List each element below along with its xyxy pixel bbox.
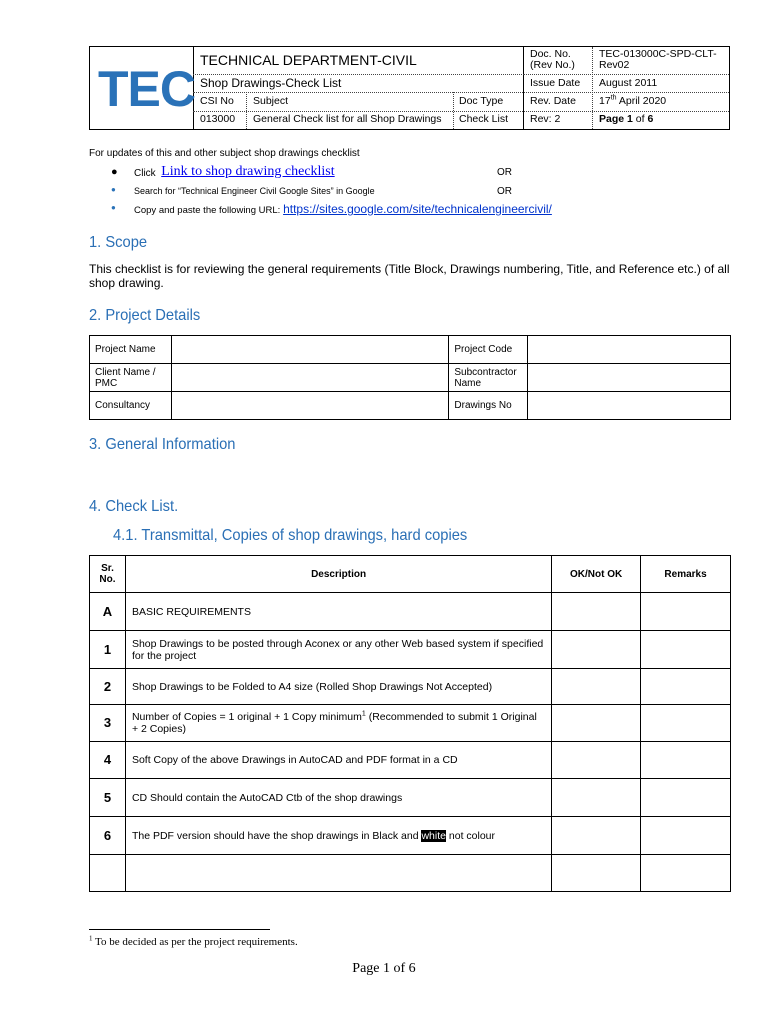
section-transmittal-heading: 4.1. Transmittal, Copies of shop drawings, hard copies bbox=[113, 527, 468, 544]
page-indicator: Page 1 of 6 bbox=[599, 113, 654, 125]
ok-cell[interactable] bbox=[552, 817, 641, 855]
bullet-url: Copy and paste the following URL: https://sites.google.com/site/technicalengineercivil/ bbox=[134, 202, 552, 216]
bullet-click: Click Link to shop drawing checklist bbox=[134, 164, 335, 179]
ok-cell[interactable] bbox=[552, 669, 641, 705]
issue-date-value: August 2011 bbox=[599, 77, 658, 89]
project-code-label: Project Code bbox=[449, 336, 528, 364]
csi-no-value: 013000 bbox=[200, 113, 236, 125]
ok-cell[interactable] bbox=[552, 742, 641, 779]
client-name-field[interactable] bbox=[171, 364, 448, 392]
ok-cell[interactable] bbox=[552, 631, 641, 669]
consultancy-label: Consultancy bbox=[90, 392, 172, 420]
checklist-link[interactable]: Link to shop drawing checklist bbox=[161, 164, 335, 179]
table-row: 6 The PDF version should have the shop drawings in Black and white not colour bbox=[90, 817, 731, 855]
remarks-cell[interactable] bbox=[641, 669, 731, 705]
remarks-cell[interactable] bbox=[641, 742, 731, 779]
col-ok-not-ok: OK/Not OK bbox=[552, 556, 641, 593]
bullet-dot: ● bbox=[111, 203, 116, 212]
col-description: Description bbox=[125, 556, 551, 593]
rev-label: Rev: 2 bbox=[530, 113, 561, 125]
section-project-details-heading: 2. Project Details bbox=[89, 307, 201, 324]
scope-text: This checklist is for reviewing the general requirements (Title Block, Drawings numbering, Title, and Reference etc.) of all shop drawing. bbox=[89, 262, 730, 290]
ok-cell[interactable] bbox=[552, 705, 641, 742]
project-details-table bbox=[89, 335, 731, 420]
doc-type-value: Check List bbox=[459, 113, 509, 125]
doc-no-value: TEC-013000C-SPD-CLT- Rev02 bbox=[599, 48, 717, 71]
project-name-field[interactable] bbox=[171, 336, 448, 364]
ok-cell[interactable] bbox=[552, 593, 641, 631]
doc-title: Shop Drawings-Check List bbox=[200, 76, 342, 90]
remarks-cell[interactable] bbox=[641, 593, 731, 631]
consultancy-field[interactable] bbox=[171, 392, 448, 420]
client-name-label: Client Name / PMC bbox=[90, 364, 172, 392]
remarks-cell[interactable] bbox=[641, 705, 731, 742]
highlighted-word: white bbox=[421, 829, 446, 842]
table-row: 1 Shop Drawings to be posted through Aconex or any other Web based system if specified for the project bbox=[90, 631, 731, 669]
doc-no-label: Doc. No. (Rev No.) bbox=[530, 48, 575, 71]
doc-type-label: Doc Type bbox=[459, 95, 504, 107]
bullet-dot: ● bbox=[111, 166, 118, 178]
table-row: 4 Soft Copy of the above Drawings in AutoCAD and PDF format in a CD bbox=[90, 742, 731, 779]
table-row-empty bbox=[90, 855, 731, 892]
table-row: 3 Number of Copies = 1 original + 1 Copy minimum$^1$ (Recommended to submit 1 Original + 2 Copies) bbox=[90, 705, 731, 742]
bullet-dot: ● bbox=[111, 185, 116, 194]
ok-cell[interactable] bbox=[552, 779, 641, 817]
sites-url-link[interactable]: https://sites.google.com/site/technicalengineercivil/ bbox=[283, 202, 552, 216]
tec-logo: TEC bbox=[90, 47, 194, 129]
project-name-label: Project Name bbox=[90, 336, 172, 364]
subcontractor-field[interactable] bbox=[528, 364, 731, 392]
drawings-no-label: Drawings No bbox=[449, 392, 528, 420]
subject-label: Subject bbox=[253, 95, 289, 107]
bullet-or-1: OR bbox=[497, 167, 512, 178]
intro-text: For updates of this and other subject shop drawings checklist bbox=[89, 148, 360, 159]
footnote: $^1$ To be decided as per the project requirements. bbox=[89, 934, 298, 948]
checklist-table bbox=[89, 555, 731, 892]
section-general-info-heading: 3. General Information bbox=[89, 436, 236, 453]
rev-date-label: Rev. Date bbox=[530, 95, 576, 107]
csi-no-label: CSI No bbox=[200, 95, 234, 107]
col-remarks: Remarks bbox=[641, 556, 731, 593]
table-row: 2 Shop Drawings to be Folded to A4 size (Rolled Shop Drawings Not Accepted) bbox=[90, 669, 731, 705]
section-checklist-heading: 4. Check List. bbox=[89, 498, 179, 515]
col-sr-no: Sr. No. bbox=[90, 556, 126, 593]
remarks-cell[interactable] bbox=[641, 631, 731, 669]
footnote-divider bbox=[89, 929, 270, 930]
table-row: A BASIC REQUIREMENTS bbox=[90, 593, 731, 631]
subcontractor-label: Subcontractor Name bbox=[449, 364, 528, 392]
remarks-cell[interactable] bbox=[641, 817, 731, 855]
bullet-search: Search for “Technical Engineer Civil Google Sites” in Google bbox=[134, 186, 375, 196]
issue-date-label: Issue Date bbox=[530, 77, 581, 89]
document-header bbox=[89, 46, 730, 130]
section-scope-heading: 1. Scope bbox=[89, 234, 148, 251]
page-footer: Page 1 of 6 bbox=[352, 961, 416, 976]
department-title: TECHNICAL DEPARTMENT-CIVIL bbox=[200, 52, 417, 68]
remarks-cell[interactable] bbox=[641, 779, 731, 817]
rev-date-value: 17th April 2020 bbox=[599, 94, 667, 107]
table-row: 5 CD Should contain the AutoCAD Ctb of the shop drawings bbox=[90, 779, 731, 817]
subject-value: General Check list for all Shop Drawings bbox=[253, 113, 442, 125]
drawings-no-field[interactable] bbox=[528, 392, 731, 420]
bullet-or-2: OR bbox=[497, 186, 512, 197]
project-code-field[interactable] bbox=[528, 336, 731, 364]
